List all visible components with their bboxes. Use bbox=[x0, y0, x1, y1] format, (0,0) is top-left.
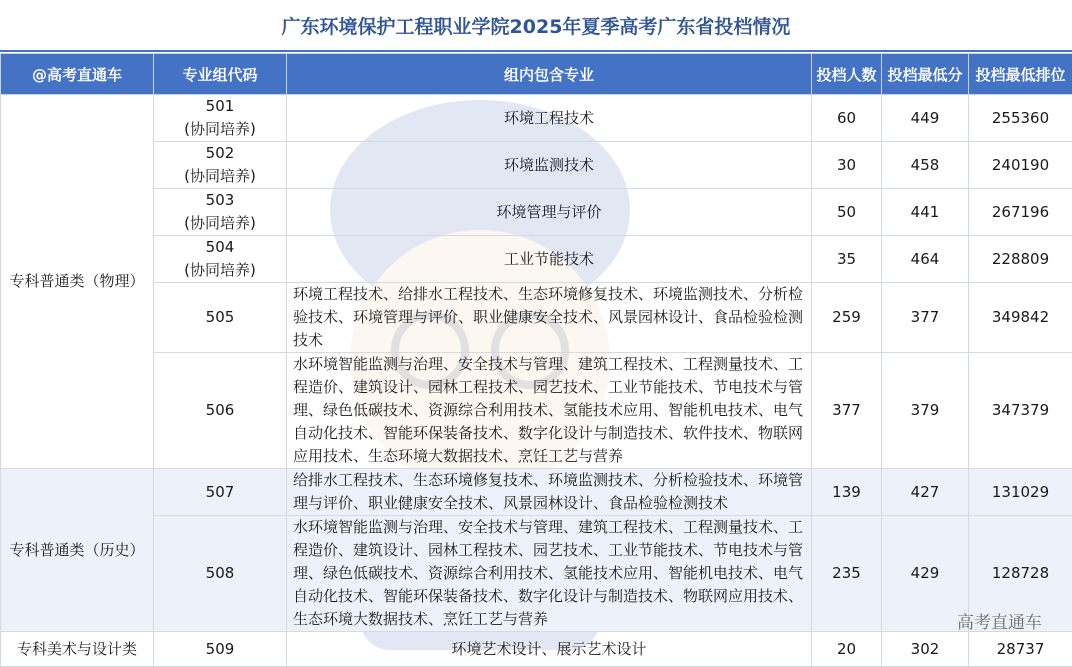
min-score-cell: 302 bbox=[882, 632, 969, 667]
table-row bbox=[1, 353, 1072, 469]
majors-cell: 水环境智能监测与治理、安全技术与管理、建筑工程技术、工程测量技术、工程造价、建筑设计、园林工程技术、园艺技术、工业节能技术、节电技术与管理、绿色低碳技术、资源综合利用技术、氢能技术应用、智能机电技术、电气自动化技术、智能环保装备技术、数字化设计与制造技术、软件技术、物联网应用技术、生态环境大数据技术、烹饪工艺与营养 bbox=[287, 353, 812, 469]
count-cell: 259 bbox=[812, 283, 882, 353]
header-count: 投档人数 bbox=[812, 54, 882, 95]
group-code-cell: 502 (协同培养) bbox=[154, 142, 287, 189]
majors-cell: 工业节能技术 bbox=[287, 236, 812, 283]
count-cell: 60 bbox=[812, 95, 882, 142]
min-score-cell: 429 bbox=[882, 516, 969, 632]
group-code-cell: 504 (协同培养) bbox=[154, 236, 287, 283]
header-min-rank: 投档最低排位 bbox=[969, 54, 1072, 95]
table-row bbox=[1, 142, 1072, 189]
majors-cell: 环境工程技术 bbox=[287, 95, 812, 142]
group-code-cell: 503 (协同培养) bbox=[154, 189, 287, 236]
count-cell: 30 bbox=[812, 142, 882, 189]
majors-cell: 环境艺术设计、展示艺术设计 bbox=[287, 632, 812, 667]
page-title: 广东环境保护工程职业学院2025年夏季高考广东省投档情况 bbox=[0, 0, 1072, 52]
category-cell: 专科普通类（历史） bbox=[1, 469, 154, 632]
min-rank-cell: 347379 bbox=[969, 353, 1072, 469]
header-min-score: 投档最低分 bbox=[882, 54, 969, 95]
category-cell: 专科美术与设计类 bbox=[1, 632, 154, 667]
min-rank-cell: 240190 bbox=[969, 142, 1072, 189]
count-cell: 35 bbox=[812, 236, 882, 283]
group-code-cell: 509 bbox=[154, 632, 287, 667]
min-score-cell: 441 bbox=[882, 189, 969, 236]
min-rank-cell: 349842 bbox=[969, 283, 1072, 353]
table-row bbox=[1, 95, 1072, 142]
category-cell: 专科普通类（物理） bbox=[1, 95, 154, 469]
min-score-cell: 377 bbox=[882, 283, 969, 353]
count-cell: 139 bbox=[812, 469, 882, 516]
header-source: @高考直通车 bbox=[1, 54, 154, 95]
count-cell: 20 bbox=[812, 632, 882, 667]
table-row bbox=[1, 236, 1072, 283]
header-majors: 组内包含专业 bbox=[287, 54, 812, 95]
group-code-cell: 506 bbox=[154, 353, 287, 469]
table-row bbox=[1, 516, 1072, 632]
count-cell: 377 bbox=[812, 353, 882, 469]
group-code-cell: 501 (协同培养) bbox=[154, 95, 287, 142]
header-group-code: 专业组代码 bbox=[154, 54, 287, 95]
majors-cell: 水环境智能监测与治理、安全技术与管理、建筑工程技术、工程测量技术、工程造价、建筑设计、园林工程技术、园艺技术、工业节能技术、节电技术与管理、绿色低碳技术、资源综合利用技术、氢能技术应用、智能机电技术、电气自动化技术、智能环保装备技术、数字化设计与制造技术、物联网应用技术、生态环境大数据技术、烹饪工艺与营养 bbox=[287, 516, 812, 632]
table-row bbox=[1, 469, 1072, 516]
min-score-cell: 449 bbox=[882, 95, 969, 142]
majors-cell: 给排水工程技术、生态环境修复技术、环境监测技术、分析检验技术、环境管理与评价、职业健康安全技术、风景园林设计、食品检验检测技术 bbox=[287, 469, 812, 516]
min-rank-cell: 228809 bbox=[969, 236, 1072, 283]
table-row bbox=[1, 189, 1072, 236]
table-row bbox=[1, 632, 1072, 667]
min-rank-cell: 128728 bbox=[969, 516, 1072, 632]
admission-table bbox=[0, 53, 1072, 667]
min-rank-cell: 131029 bbox=[969, 469, 1072, 516]
group-code-cell: 508 bbox=[154, 516, 287, 632]
majors-cell: 环境监测技术 bbox=[287, 142, 812, 189]
count-cell: 235 bbox=[812, 516, 882, 632]
majors-cell: 环境管理与评价 bbox=[287, 189, 812, 236]
min-score-cell: 458 bbox=[882, 142, 969, 189]
majors-cell: 环境工程技术、给排水工程技术、生态环境修复技术、环境监测技术、分析检验技术、环境管理与评价、职业健康安全技术、风景园林设计、食品检验检测技术 bbox=[287, 283, 812, 353]
min-rank-cell: 255360 bbox=[969, 95, 1072, 142]
min-rank-cell: 267196 bbox=[969, 189, 1072, 236]
min-score-cell: 427 bbox=[882, 469, 969, 516]
watermark-text: 高考直通车 bbox=[957, 608, 1042, 633]
min-score-cell: 464 bbox=[882, 236, 969, 283]
min-score-cell: 379 bbox=[882, 353, 969, 469]
count-cell: 50 bbox=[812, 189, 882, 236]
table-row bbox=[1, 283, 1072, 353]
table-header-row bbox=[1, 54, 1072, 95]
min-rank-cell: 28737 bbox=[969, 632, 1072, 667]
group-code-cell: 507 bbox=[154, 469, 287, 516]
group-code-cell: 505 bbox=[154, 283, 287, 353]
